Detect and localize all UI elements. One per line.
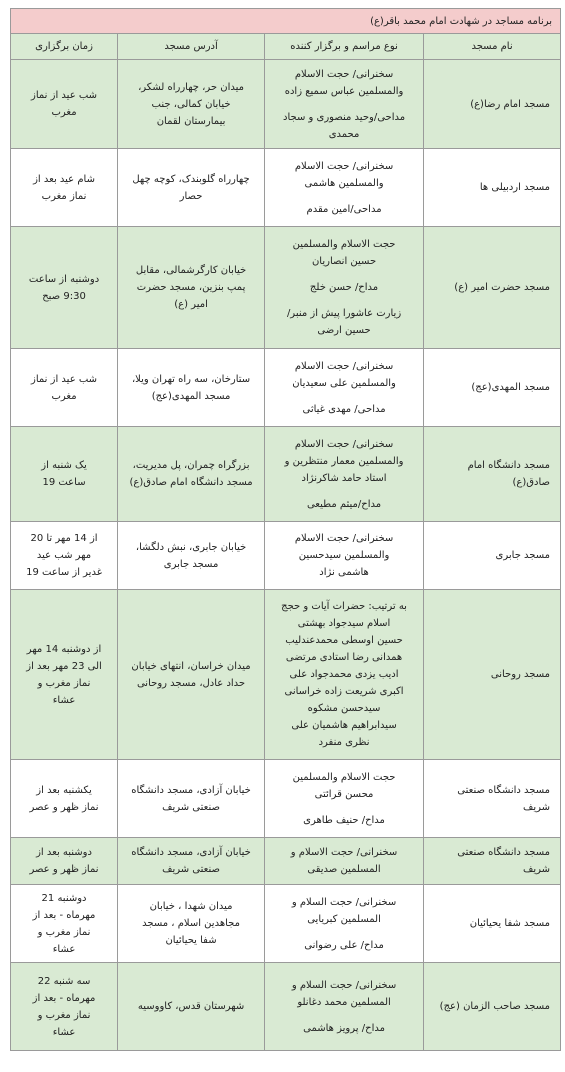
time-line: 9:30 صبح [42,290,86,302]
header-address: آدرس مسجد [118,34,265,60]
host-line: همدانی رضا استادی مرتضی [285,652,403,663]
host-line: المسلمین محمد دغانلو [297,996,391,1008]
address-line: میدان شهدا ، خیابان [149,901,233,912]
host-line: مداح/ حسن خلج [309,282,379,293]
host-line: سخنرانی/ حجت السلام و [291,896,397,908]
time-line: شام عید بعد از [33,173,95,185]
time-cell [11,522,118,590]
mosque-name-cell: مسجد حضرت امیر (ع) [424,227,561,349]
host-cell [265,838,424,885]
address-cell [118,760,265,838]
time-line: نماز مغرب [41,190,87,202]
host-line: مداح/ علی رضوانی [304,939,384,951]
address-line: مسجد دانشگاه امام صادق(ع) [129,477,253,488]
host-line: سخنرانی/ حجت الاسلام [294,438,394,450]
mosque-name-cell: مسجد صاحب الزمان (عج) [424,963,561,1051]
time-line: مهرماه - بعد از [32,992,96,1004]
mosque-name-cell: مسجد امام رضا(ع) [424,60,561,149]
address-cell [118,149,265,227]
time-line: مهر شب عید [36,550,92,561]
address-line: حداد عادل، مسجد روحانی [136,677,246,689]
address-line: صنعتی شریف [162,801,220,813]
mosque-program-table [10,8,561,1051]
address-cell [118,349,265,427]
host-line: حجت الاسلام والمسلمین [292,771,396,783]
address-line: خیابان جابری، نبش دلگشا، [135,541,247,553]
time-line: الی 23 مهر بعد از [26,660,102,672]
host-line: ادیب یزدی محمدجواد علی [289,669,399,680]
host-line: اسلام سیدجواد بهشتی [297,618,391,629]
address-cell [118,885,265,963]
time-cell [11,838,118,885]
mosque-name-cell: مسجد اردبیلی ها [424,149,561,227]
address-line: خیابان آزادی، مسجد دانشگاه [131,847,251,858]
host-cell [265,349,424,427]
address-line: میدان حر، چهارراه لشکر، [138,81,245,93]
address-line: بیمارستان لقمان [156,115,226,127]
host-line: مداحی/ مهدی غیاثی [302,403,386,415]
time-cell [11,963,118,1051]
time-line: یک شنبه از [41,460,87,471]
address-line: چهارراه گلوبندک، کوچه چهل [132,173,250,185]
time-line: دوشنبه بعد از [36,847,92,858]
mosque-name-cell: مسجد روحانی [424,590,561,760]
address-line: صنعتی شریف [162,864,220,875]
table-row [11,60,561,149]
host-line: المسلمین صدیقی [307,864,381,875]
host-line: مداحی/امین مقدم [306,203,382,215]
time-line: شب عید از نماز [31,373,98,385]
header-mosque-name: نام مسجد [424,34,561,60]
table-row [11,760,561,838]
address-cell [118,427,265,522]
time-cell [11,590,118,760]
time-line: نماز مغرب و [37,677,91,689]
time-line: عشاء [52,694,76,706]
host-cell [265,227,424,349]
host-line: سخنرانی/ حجت الاسلام [294,533,394,544]
mosque-name-cell: مسجد دانشگاه امام صادق(ع) [424,427,561,522]
time-line: عشاء [52,943,76,955]
host-line: نظری منفرد [318,737,370,748]
address-line: مسجد المهدی(عج) [151,390,231,402]
time-line: مغرب [51,390,77,402]
mosque-name-cell: مسجد جابری [424,522,561,590]
time-line: نماز ظهر و عصر [29,864,99,875]
address-line: شفا یحیائیان [165,935,217,946]
host-line: سیدحسن مشکوه [307,703,381,714]
address-line: شهرستان قدس، کاووسیه [137,1001,245,1012]
host-line: والمسلمین سیدحسین [298,550,390,561]
host-cell [265,427,424,522]
header-time: زمان برگزاری [11,34,118,60]
address-cell [118,963,265,1051]
table-row [11,963,561,1051]
host-line: مداحی/وحید منصوری و سجاد [282,111,406,123]
time-line: از 14 مهر تا 20 [30,533,98,544]
time-line: عشاء [52,1026,76,1038]
time-line: دوشنبه از ساعت [28,273,100,285]
time-cell [11,427,118,522]
host-line: به ترتیب: حضرات آیات و حجج [281,601,407,612]
time-line: از دوشنبه 14 مهر [26,643,102,655]
host-line: محسن قرائتی [314,788,374,800]
table-row [11,522,561,590]
time-line: یکشنبه بعد از [36,784,92,796]
host-line: استاد حامد شاکرنژاد [301,472,387,484]
host-cell [265,885,424,963]
table-row [11,349,561,427]
host-cell [265,60,424,149]
address-line: بزرگراه چمران، پل مدیریت، [132,460,250,471]
address-line: مسجد جابری [163,558,219,570]
host-line: محمدی [328,128,360,140]
host-line: حسین ارضی [317,325,371,336]
time-line: نماز مغرب و [37,1009,91,1021]
address-cell [118,522,265,590]
time-cell [11,149,118,227]
table-row [11,885,561,963]
address-line: ستارخان، سه راه تهران ویلا، [131,373,251,385]
host-line: زیارت عاشورا پیش از منبر/ [286,308,402,319]
host-cell [265,760,424,838]
host-line: حجت الاسلام والمسلمین [292,239,396,250]
host-line: المسلمین کبریایی [307,913,381,925]
address-line: مجاهدین اسلام ، مسجد [142,918,240,929]
table-row [11,590,561,760]
host-line: والمسلمین معمار منتظرین و [284,455,404,467]
table-row [11,149,561,227]
mosque-name-cell: مسجد دانشگاه صنعتی شریف [424,838,561,885]
time-cell [11,60,118,149]
mosque-name-cell: مسجد المهدی(عج) [424,349,561,427]
table-row [11,427,561,522]
time-cell [11,227,118,349]
time-line: دوشنبه 21 [41,892,87,904]
time-line: نماز مغرب و [37,926,91,938]
header-ceremony-host: نوع مراسم و برگزار کننده [265,34,424,60]
time-line: مهرماه - بعد از [32,909,96,921]
address-cell [118,838,265,885]
address-line: پمپ بنزین، مسجد حضرت [136,282,246,293]
host-line: سخنرانی/ حجت الاسلام [294,160,394,172]
address-cell [118,590,265,760]
time-cell [11,760,118,838]
table-title: برنامه مساجد در شهادت امام محمد باقر(ع) [11,9,561,34]
host-line: مداح/ پرویز هاشمی [303,1022,385,1034]
time-cell [11,885,118,963]
time-line: مغرب [51,107,77,118]
address-line: خیابان آزادی، مسجد دانشگاه [131,784,251,796]
time-line: سه شنبه 22 [37,975,91,987]
host-line: اکبری شریعت زاده خراسانی [284,686,404,697]
table-body [11,60,561,1051]
host-cell [265,963,424,1051]
address-cell [118,227,265,349]
host-line: حسین اوسطی محمدعندلیب [285,635,403,646]
host-line: والمسلمین عباس سمیع زاده [284,85,404,97]
host-line: سیدابراهیم هاشمیان علی [291,720,397,731]
host-line: والمسلمین هاشمی [304,177,384,189]
host-cell [265,522,424,590]
time-cell [11,349,118,427]
host-line: سخنرانی/ حجت الاسلام و [290,847,398,858]
mosque-name-cell: مسجد شفا یحیائیان [424,885,561,963]
table-row [11,838,561,885]
mosque-name-cell: مسجد دانشگاه صنعتی شریف [424,760,561,838]
host-line: حسین انصاریان [311,256,377,267]
host-cell [265,149,424,227]
address-line: خیابان کارگرشمالی، مقابل [135,265,247,276]
time-line: شب عید از نماز [31,90,98,101]
time-line: غدیر از ساعت 19 [26,567,102,578]
host-line: هاشمی نژاد [319,567,369,578]
host-line: والمسلمین علی سعیدیان [292,377,396,389]
time-line: ساعت 19 [42,477,86,488]
host-line: مداح/میثم مطیعی [306,498,382,510]
address-cell [118,60,265,149]
time-line: نماز ظهر و عصر [29,801,99,813]
host-cell [265,590,424,760]
address-line: خیابان کمالی، جنب [151,98,231,110]
table-row [11,227,561,349]
host-line: سخنرانی/ حجت الاسلام [294,360,394,372]
host-line: سخنرانی/ حجت الاسلام [294,68,394,80]
address-line: امیر (ع) [174,299,208,310]
address-line: حصار [179,190,203,202]
host-line: مداح/ حنیف طاهری [303,814,385,826]
host-line: سخنرانی/ حجت السلام و [291,979,397,991]
address-line: میدان خراسان، انتهای خیابان [131,660,251,672]
